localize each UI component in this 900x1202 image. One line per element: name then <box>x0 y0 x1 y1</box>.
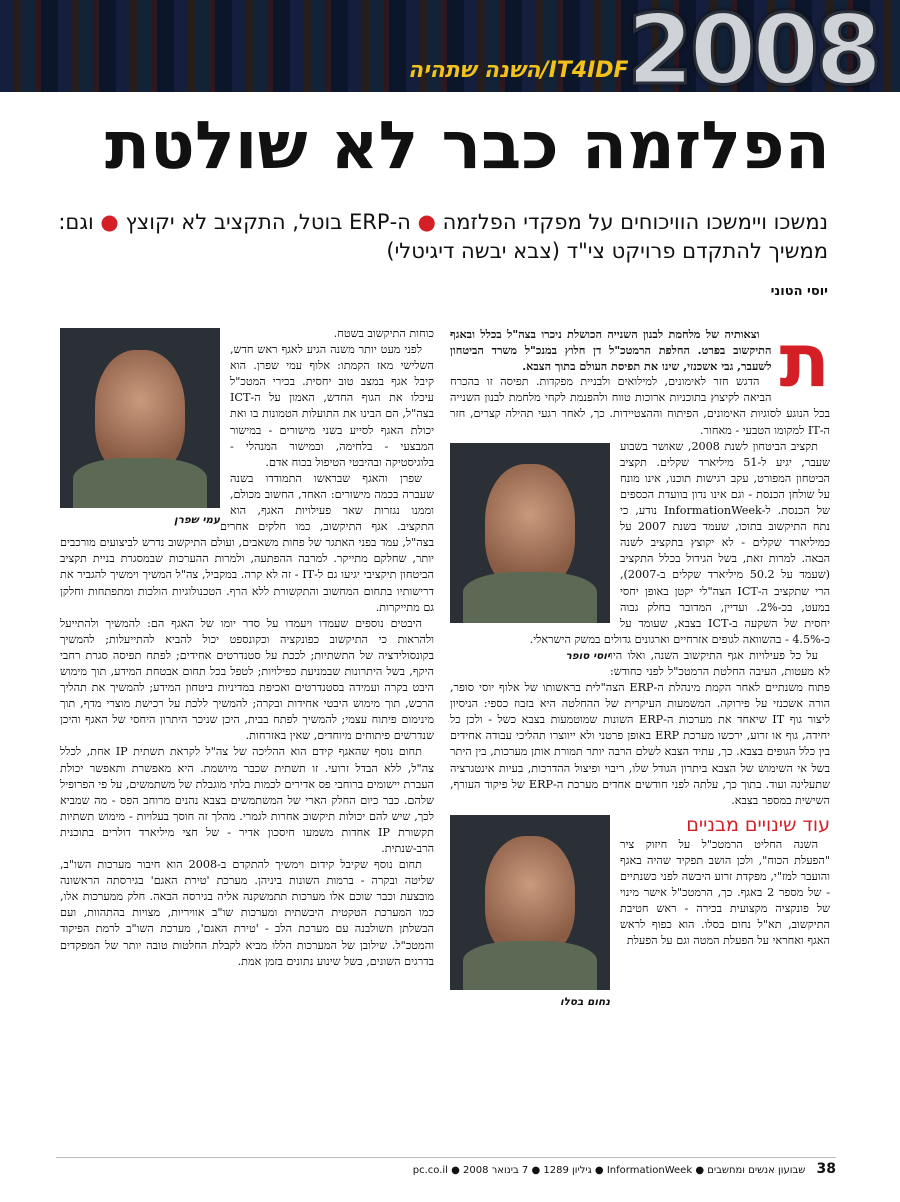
column-left <box>60 326 434 1116</box>
section-title: עוד שינויים מבניים <box>686 813 830 836</box>
banner-tag: IT4IDF/השנה שתהיה <box>408 58 629 83</box>
caption-baslo: נחום בסלו <box>559 995 610 1008</box>
paragraph: לפני מעט יותר משנה הגיע לאגף ראש חדש, השלישי מאז הקמתו: אלוף עמי שפרן. הוא קיבל אגף במצב טוב יחסית. בכירי המטכ"ל עיכלו את הגוף החדש, האמון על ה-ICT בצה"ל, הם הבינו את התועלות הטמונות בו ואת יכולת האגף לסייע בשני מישורים - במישור המבצעי - בלחימה, ובמישור המנהלי - בלוגיסטיקה ובהיבטי הטיפול בכוח אדם. <box>230 343 434 469</box>
subhead-line3: וגם: ממשיך להתקדם פרויקט צי"ד (צבא יבשה דיגיטלי) <box>58 210 828 263</box>
footer-text: שבועון אנשים ומחשבים ● InformationWeek ● גיליון 1289 ● 7 בינואר 2008 ● pc.co.il <box>412 1165 806 1176</box>
portrait-icon <box>95 350 185 476</box>
paragraph: היבטים נוספים שעמדו ויעמדו על סדר יומו של האגף הם: להמשיך ולהתייעל ולהראות כי התיקשוב כפונקציה וכקונספט יכול להביא להתייעלות; להמשיך בקונסולידציה של התשתיות; לככת על סטנדרטים אחידים; לפתח תפיסה סגרת רחבי היקף, בשל היתרונות שבמניעת כפילויות; לטפל בכל תחום אבטחת המידע, תוך מימוש היבט בקרה ועמידה בסטנדרטים ואכיפת במדיניות ביטחון המידע; להמשיך את תהליך הרכש, תוך מימוש היבטי אחידות ובקרה; להמשיך ללכת על רכישת מוצרי מדף, תוך מינימום פיתוח עצמי; להמשיך לפתח בבית, היכן שניכר היתרון היחסי של האגף והיכן שנדרשים פיתוחים מיוחדים, שאין באזרחות. <box>60 616 434 743</box>
photo-sofer <box>450 443 610 623</box>
page-number: 38 <box>816 1161 836 1177</box>
paragraph: השנה החליט הרמטכ"ל על חיזוק ציר "הפעלת הכוח", ולכן הושב תפקיד שהיה באגף והועבר למז"י, מפקדת זרוע היבשה לפני כשנתיים - של מספר 2 באגף. כך, הרמטכ"ל אישר מינוי של פונקציה מקצועית בכירה - ראש חטיבת התיקשוב, תא"ל נחום בסלו. הוא כפוף לראש האגף ואחראי על הפעלת המטה וגם על הפעלת <box>620 837 830 948</box>
headline: הפלזמה כבר לא שולטת <box>104 107 830 184</box>
photo-shafran <box>60 328 220 508</box>
photo-baslo <box>450 815 610 990</box>
paragraph: שפרן והאגף שבראשו התמודדו בשנה שעברה בכמה מישורים: האחד, החשוב מכולם, וממנו נגזרות שאר פעילויות האגף, הוא התקציב. אגף התיקשוב, כמו חלקים אחרים בצה"ל, עמד בפני האתגר של פחות משאבים, ועולם התיקשוב נדרש לביצועים מורכבים יותר, שחלקם מתייקר. למרבה ההפתעה, ולמרות ההערכות שבמסגרת בניית תקציב הביטחון תיקציבי יגיעו גם ל-IT - זה לא קרה. במקביל, צה"ל המשיך וימשיך להגביר את דרישותיו בתחום המחשוב והתקשורת ללא הרף. הטכנולוגיות הולכות ומתפתחות וחלקן גם מתייקרות. <box>60 471 434 614</box>
paragraph: כוחות התיקשוב בשטח. <box>333 327 434 340</box>
subhead <box>58 208 828 266</box>
header-banner <box>0 0 900 92</box>
page-footer <box>56 1157 836 1177</box>
banner-year: 2008 <box>626 0 878 92</box>
paragraph: תחום נוסף שהאגף קידם הוא ההליכה של צה"ל לקראת תשתית IP אחת, לכלל צה"ל, ללא הבדל זרועי. זו תשתית שכבר מיושמת. היא מאפשרת ותאפשר יכולת העברת יישומים ברוחבי פס אדירים לכמות בלתי מוגבלת של משתמשים, על פי הפרופיל שלהם. כבר כיום החלק הארי של המשתמשים בצבא נהנים מרוחב הפס - מה שמביא לכך, שיש להם יכולות תיקשוב אחרות לגמרי. מהלך זה חוסך בעלויות - מימוש תשתיות תקשורת IP אחדות משמעו חיסכון אדיר - של חצי מיליארד דולרים בתוכנית הרב-שנתית. <box>60 745 434 855</box>
paragraph: על כל פעילויות אגף התיקשוב השנה, ואלו היו לא מעטות, העיבה החלטת הרמטכ"ל לפני כחודש: פתוח משנתיים לאחר הקמת מינהלת ה-ERP הצה"לית בראשותו של אלוף יוסי סופר, הורה אשכנזי על פירוקה. המשמעות העיקרית של ההחלטה היא בזבוז כספי: הניסיון ליצור גוף IT שיאחד את מערכות ה-ERP השונות שמוטמעות בצבא כשל - ולכן כל יחידה, גוף או זרוע, ירכשו מערכת ERP באופן פרטני ולא ייווצרו תהליכי עבודה אחידים בין כלל הגופים בצבא. כך, עתיד הצבא לשלם הרבה יותר תמורת אותן מערכות, בין היתר בשל אי השימוש של הצבא ביתרון הגודל שלו, ריבוי ופיצול ההדרכות, בעיות אינטגרציה שתעלינה ועוד. בתוך כך, עלתה לפני חודשים אחדים מערכת ה-ERP של פיקוד העורף, השישית במספר בצבא. <box>450 648 830 807</box>
author-byline: יוסי הטוני <box>770 284 828 299</box>
drop-cap: ת <box>779 326 830 404</box>
portrait-icon <box>485 836 575 959</box>
paragraph: תקציב הביטחון לשנת 2008, שאושר בשבוע שעבר, יגיע ל-51 מיליארד שקלים. תקציב הביטחון המפורט, עקב רגישות תוכנו, אינו מונח על שולחן הכנסת - וגם אינו נדון בוועדת הכספים של הכנסת. ל-InformationWeek נודע, כי נתח התיקשוב בתוכו, שעמד בשנת 2007 על כמיליארד שקלים - לא יקוצץ בתקציב לשנה הבאה. למרות זאת, בשל הגידול בכלל התקציב (שעמד על 50.2 מיליארד שקלים ב-2007), הרי שתקציב ה-ICT הצה"לי יקטן באופן יחסי במעט, בכ-2%. ועדיין, המדובר בחלק גבוה יחסית של השקעה ב-ICT בצבא, שעומד על כ-4.5% - בהשוואה לגופים אזרחיים וארגונים גדולים במשק הישראלי. <box>529 439 830 646</box>
lead-paragraph: וצאותיה של מלחמת לבנון השנייה הכושלת ניכרו בצה"ל בכלל ובאגף התיקשוב בפרט. החלפת הרמטכ"ל דן חלוץ במנכ"ל משרד הביטחון לשעבר, גבי אשכנזי, שינו את תפיסת העולם בתוך הצבא. <box>450 327 772 374</box>
caption-sofer: יוסי סופר <box>565 649 610 662</box>
subhead-line1: נמשכו ויימשכו הוויכוחים על מפקדי הפלזמה <box>442 210 828 234</box>
bullet-icon: ● <box>100 210 119 234</box>
column-right <box>450 326 830 1116</box>
paragraph: הדגש חזר לאימונים, למילואים ולבניית מפקדות. תפיסה זו בהכרח הביאה לקיצוץ בתוכניות ארוכות טווח ולהפנמת לקחי מלחמת לבנון השנייה בכל הנוגע לסוגיות האימונים, הפיתוח וההצטיידות. כך, לאחר רגעי תהילה קצרים, חזר ה-IT למקומו הטבעי - מאחור. <box>450 375 830 437</box>
subhead-line2: ה-ERP בוטל, התקציב לא יקוצץ <box>125 210 411 234</box>
paragraph: תחום נוסף שקיבל קידום וימשיך להתקדם ב-2008 הוא חיבור מערכות השו"ב, שליטה ובקרה - ברמות השונות ביניהן. מערכת 'טירת האגם' בגירסתה הראשונה מובצעת וכבר שוכם אלו מערכות תתמשקנה אליה בגירסה הבאה. חלק ממערכות אלו, כמו המערכת הטקטית היבשתית ומערכות שו"ב אוויריות, מצויות בהתהוות, ועם הבשלתן תשולבנה עם מערכת הלב - 'טירת האגם', מערכת השו"ב לרמת הפיקוד והמטכ"ל. שילובן של המערכות הללו מביא לקבלת החלטות טובה יותר של המפקדים בדרגים השונים, בשל שינוע נתונים בזמן אמת. <box>60 858 434 968</box>
bullet-icon: ● <box>417 210 436 234</box>
caption-shafran: עמי שפרן <box>173 514 220 526</box>
